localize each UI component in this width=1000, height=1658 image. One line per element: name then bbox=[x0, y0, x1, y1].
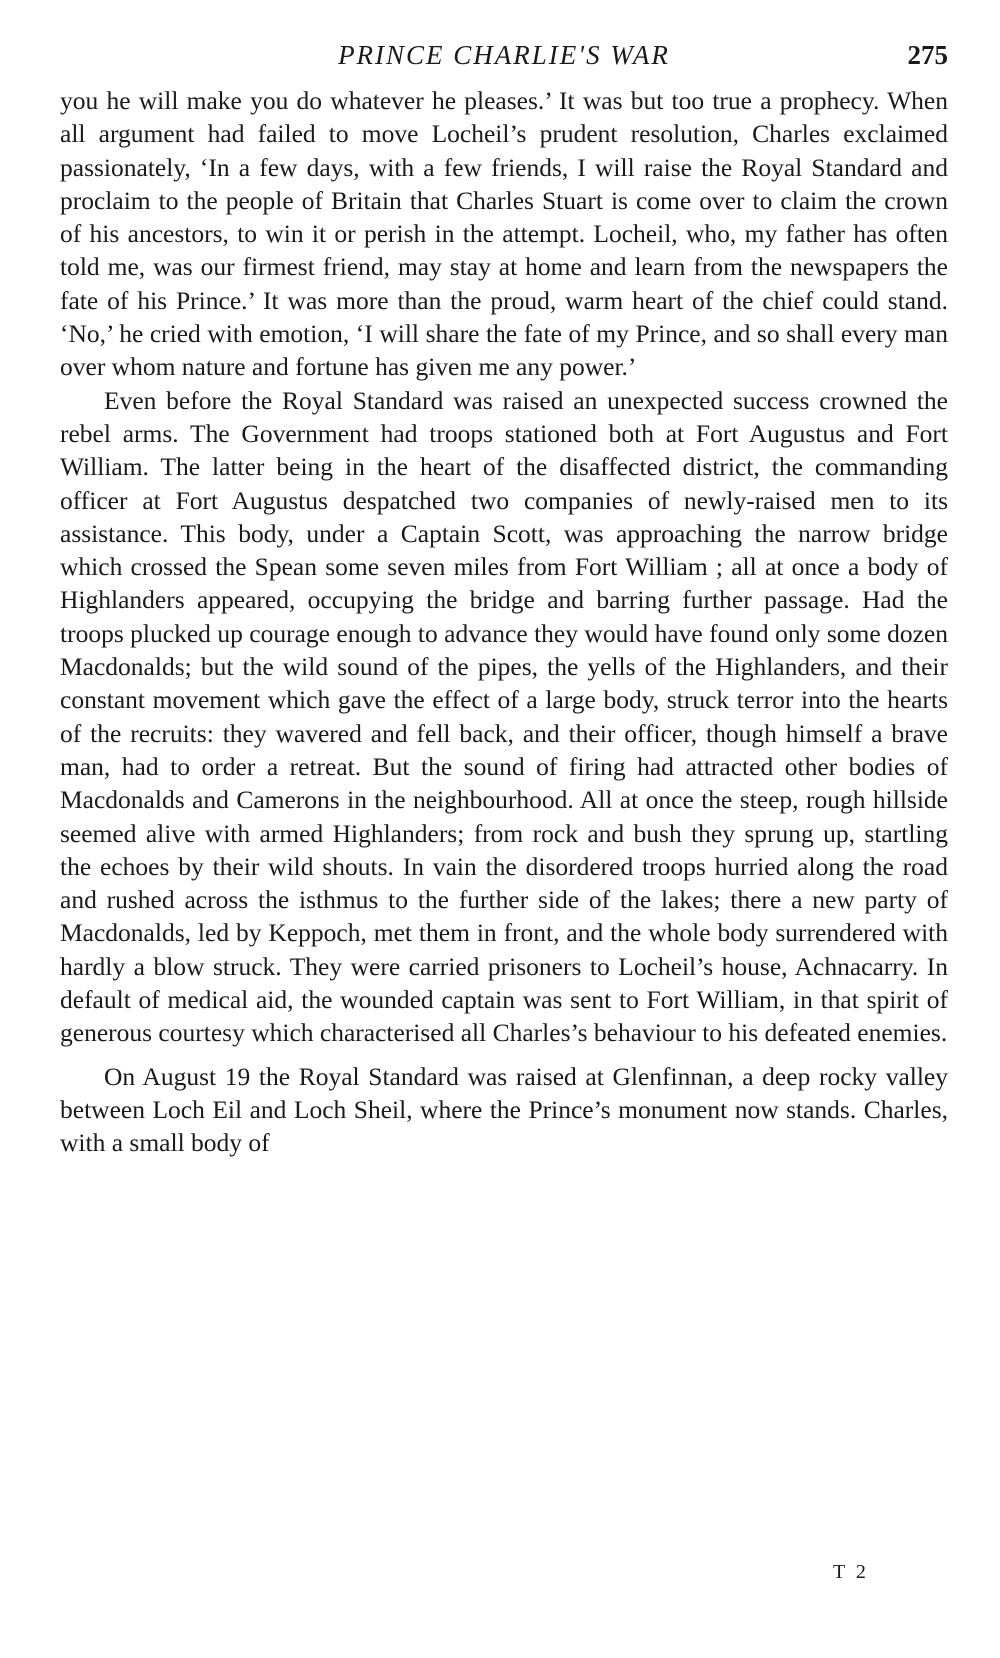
running-head bbox=[60, 40, 948, 84]
running-title: PRINCE CHARLIE'S WAR bbox=[338, 40, 670, 70]
paragraph-spean-bridge: Even before the Royal Standard was raised an unexpected success crowned the rebel arms. The Government had troops stationed both at Fort Augustus and Fort William. The latter being in the heart of the disaffected district, the commanding officer at Fort Augustus despatched two companies of newly-raised men to its assistance. This body, under a Captain Scott, was approaching the narrow bridge which crossed the Spean some seven miles from Fort William ; all at once a body of Highlanders appeared, occupying the bridge and barring further passage. Had the troops plucked up courage enough to advance they would have found only some dozen Macdonalds; but the wild sound of the pipes, the yells of the Highlanders, and their constant movement which gave the effect of a large body, struck terror into the hearts of the recruits: they wavered and fell back, and their officer, though himself a brave man, had to order a retreat. But the sound of firing had attracted other bodies of Macdonalds and Camerons in the neighbourhood. All at once the steep, rough hillside seemed alive with armed Highlanders; from rock and bush they sprung up, startling the echoes by their wild shouts. In vain the disordered troops hurried along the road and rushed across the isthmus to the further side of the lakes; there a new party of Macdonalds, led by Keppoch, met them in front, and the whole body surrendered with hardly a blow struck. They were carried prisoners to Locheil’s house, Achnacarry. In default of medical aid, the wounded captain was sent to Fort William, in that spirit of generous courtesy which characterised all Charles’s behaviour to his defeated enemies. bbox=[60, 385, 948, 1048]
signature-mark: T 2 bbox=[833, 1561, 869, 1583]
page-number: 275 bbox=[907, 40, 948, 70]
body-text bbox=[60, 84, 948, 1160]
paragraph-glenfinnan: On August 19 the Royal Standard was raised at Glenfinnan, a deep rocky valley between Loch Eil and Loch Sheil, where the Prince’s monument now stands. Charles, with a small body of bbox=[60, 1061, 948, 1158]
page bbox=[60, 40, 948, 1160]
paragraph-continuation: you he will make you do whatever he pleases.’ It was but too true a prophecy. When all argument had failed to move Locheil’s prudent resolution, Charles exclaimed passionately, ‘In a few days, with a few friends, I will raise the Royal Standard and proclaim to the people of Britain that Charles Stuart is come over to claim the crown of his ancestors, to win it or perish in the attempt. Locheil, who, my father has often told me, was our firmest friend, may stay at home and learn from the newspapers the fate of his Prince.’ It was more than the proud, warm heart of the chief could stand. ‘No,’ he cried with emotion, ‘I will share the fate of my Prince, and so shall every man over whom nature and fortune has given me any power.’ bbox=[60, 86, 948, 382]
